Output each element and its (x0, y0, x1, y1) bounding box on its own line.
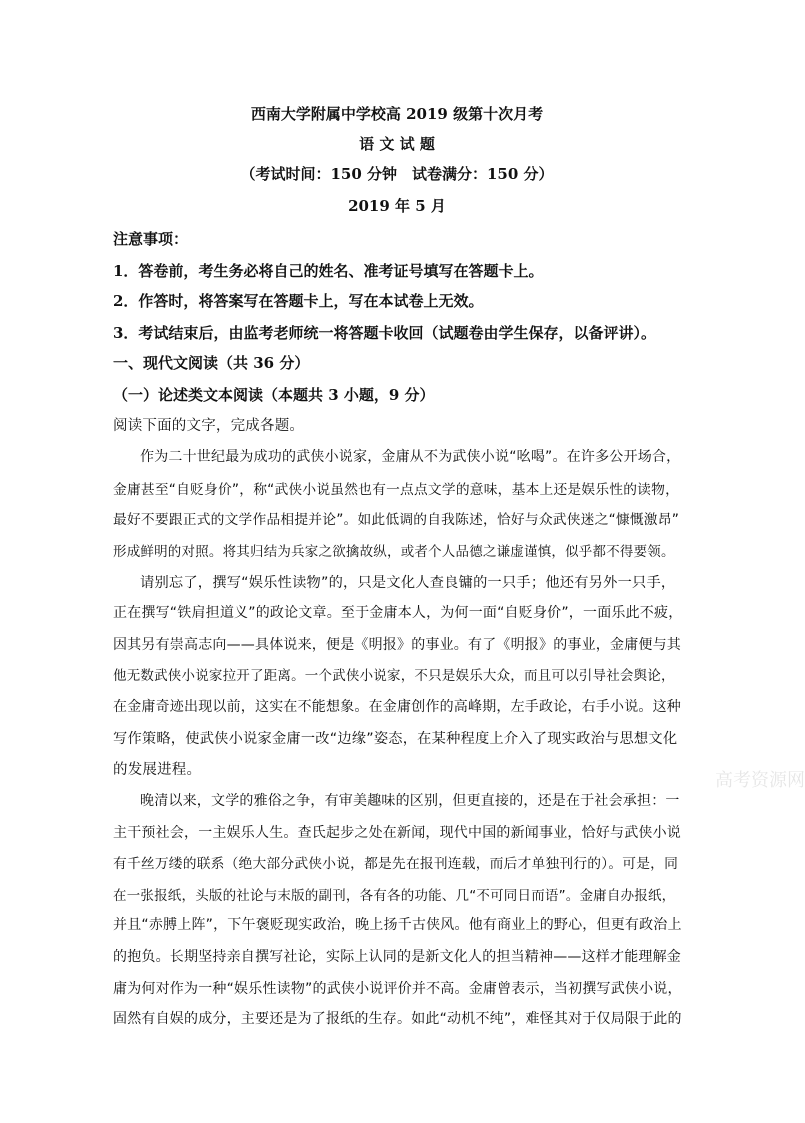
passage-line: 正在撰写“铁肩担道义”的政论文章。至于金庸本人，为何一面“自贬身价”，一面乐此不疲， (113, 605, 683, 621)
passage-line: 在一张报纸，头版的社论与末版的副刊，各有各的功能、几“不可同日而语”。金庸自办报纸， (113, 888, 676, 904)
passage-line: 因其另有崇高志向——具体说来，便是《明报》的事业。有了《明报》的事业，金庸便与其 (113, 637, 681, 653)
exam-time-info: （考试时间：150 分钟 试卷满分：150 分） (240, 165, 554, 183)
passage-line: 庸为何对作为一种“娱乐性读物”的武侠小说评价并不高。金庸曾表示，当初撰写武侠小说， (113, 981, 682, 997)
passage-line: 的抱负。长期坚持亲自撰写社论，实际上认同的是新文化人的担当精神——这样才能理解金 (113, 949, 681, 965)
watermark-logo: 高考资源网 (715, 770, 805, 791)
passage-line: 固然有自娱的成分，主要还是为了报纸的生存。如此“动机不纯”，难怪其对于仅局限于此的 (113, 1011, 682, 1027)
section-title: 一、现代文阅读（共 36 分） (113, 354, 310, 372)
passage-line: 他无数武侠小说家拉开了距离。一个武侠小说家，不只是娱乐大众，而且可以引导社会舆论， (113, 668, 675, 684)
reading-instruction: 阅读下面的文字，完成各题。 (113, 418, 305, 434)
passage-line: 主干预社会，一主娱乐人生。查氏起步之处在新闻，现代中国的新闻事业，恰好与武侠小说 (113, 825, 681, 841)
passage-line: 形成鲜明的对照。将其归结为兵家之欲擒故纵，或者个人品德之谦虚谨慎，似乎都不得要领。 (113, 544, 675, 560)
passage-line: 在金庸奇迹出现以前，这实在不能想象。在金庸创作的高峰期，左手政论，右手小说。这种 (113, 699, 681, 715)
note-item: 2．作答时，将答案写在答题卡上，写在本试卷上无效。 (113, 292, 484, 310)
exam-date: 2019 年 5 月 (348, 197, 446, 215)
passage-line: 金庸甚至“自贬身价”，称“武侠小说虽然也有一点点文学的意味，基本上还是娱乐性的读物， (113, 482, 680, 498)
passage-line: 晚清以来，文学的雅俗之争，有审美趣味的区别，但更直接的，还是在于社会承担：一 (140, 793, 680, 809)
passage-line: 请别忘了，撰写“娱乐性读物”的，只是文化人查良镛的一只手；他还有另外一只手， (140, 575, 676, 591)
passage-line: 作为二十世纪最为成功的武侠小说家，金庸从不为武侠小说“吆喝”。在许多公开场合， (140, 449, 681, 465)
passage-line: 最好不要跟正式的文学作品相提并论”。如此低调的自我陈述，恰好与众武侠迷之“慷慨激昂” (113, 512, 680, 528)
passage-line: 并且“赤膊上阵”，下午褒贬现实政治，晚上扬千古侠风。他有商业上的野心，但更有政治上 (113, 917, 682, 933)
school-exam-title: 西南大学附属中学校高 2019 级第十次月考 (250, 105, 544, 123)
passage-line: 写作策略，使武侠小说家金庸一改“边缘”姿态，在某种程度上介入了现实政治与思想文化 (113, 731, 678, 747)
notes-heading: 注意事项： (113, 230, 189, 248)
note-item: 3．考试结束后，由监考老师统一将答题卡收回（试题卷由学生保存，以备评讲）。 (113, 324, 656, 342)
note-item: 1．答卷前，考生务必将自己的姓名、准考证号填写在答题卡上。 (113, 262, 544, 280)
passage-line: 的发展进程。 (113, 762, 202, 778)
section-subtitle: （一）论述类文本阅读（本题共 3 小题，9 分） (113, 386, 435, 404)
passage-line: 有千丝万缕的联系（绝大部分武侠小说，都是先在报刊连载，而后才单独刊行的）。可是，同 (113, 856, 679, 872)
subject-title: 语 文 试 题 (359, 135, 435, 153)
